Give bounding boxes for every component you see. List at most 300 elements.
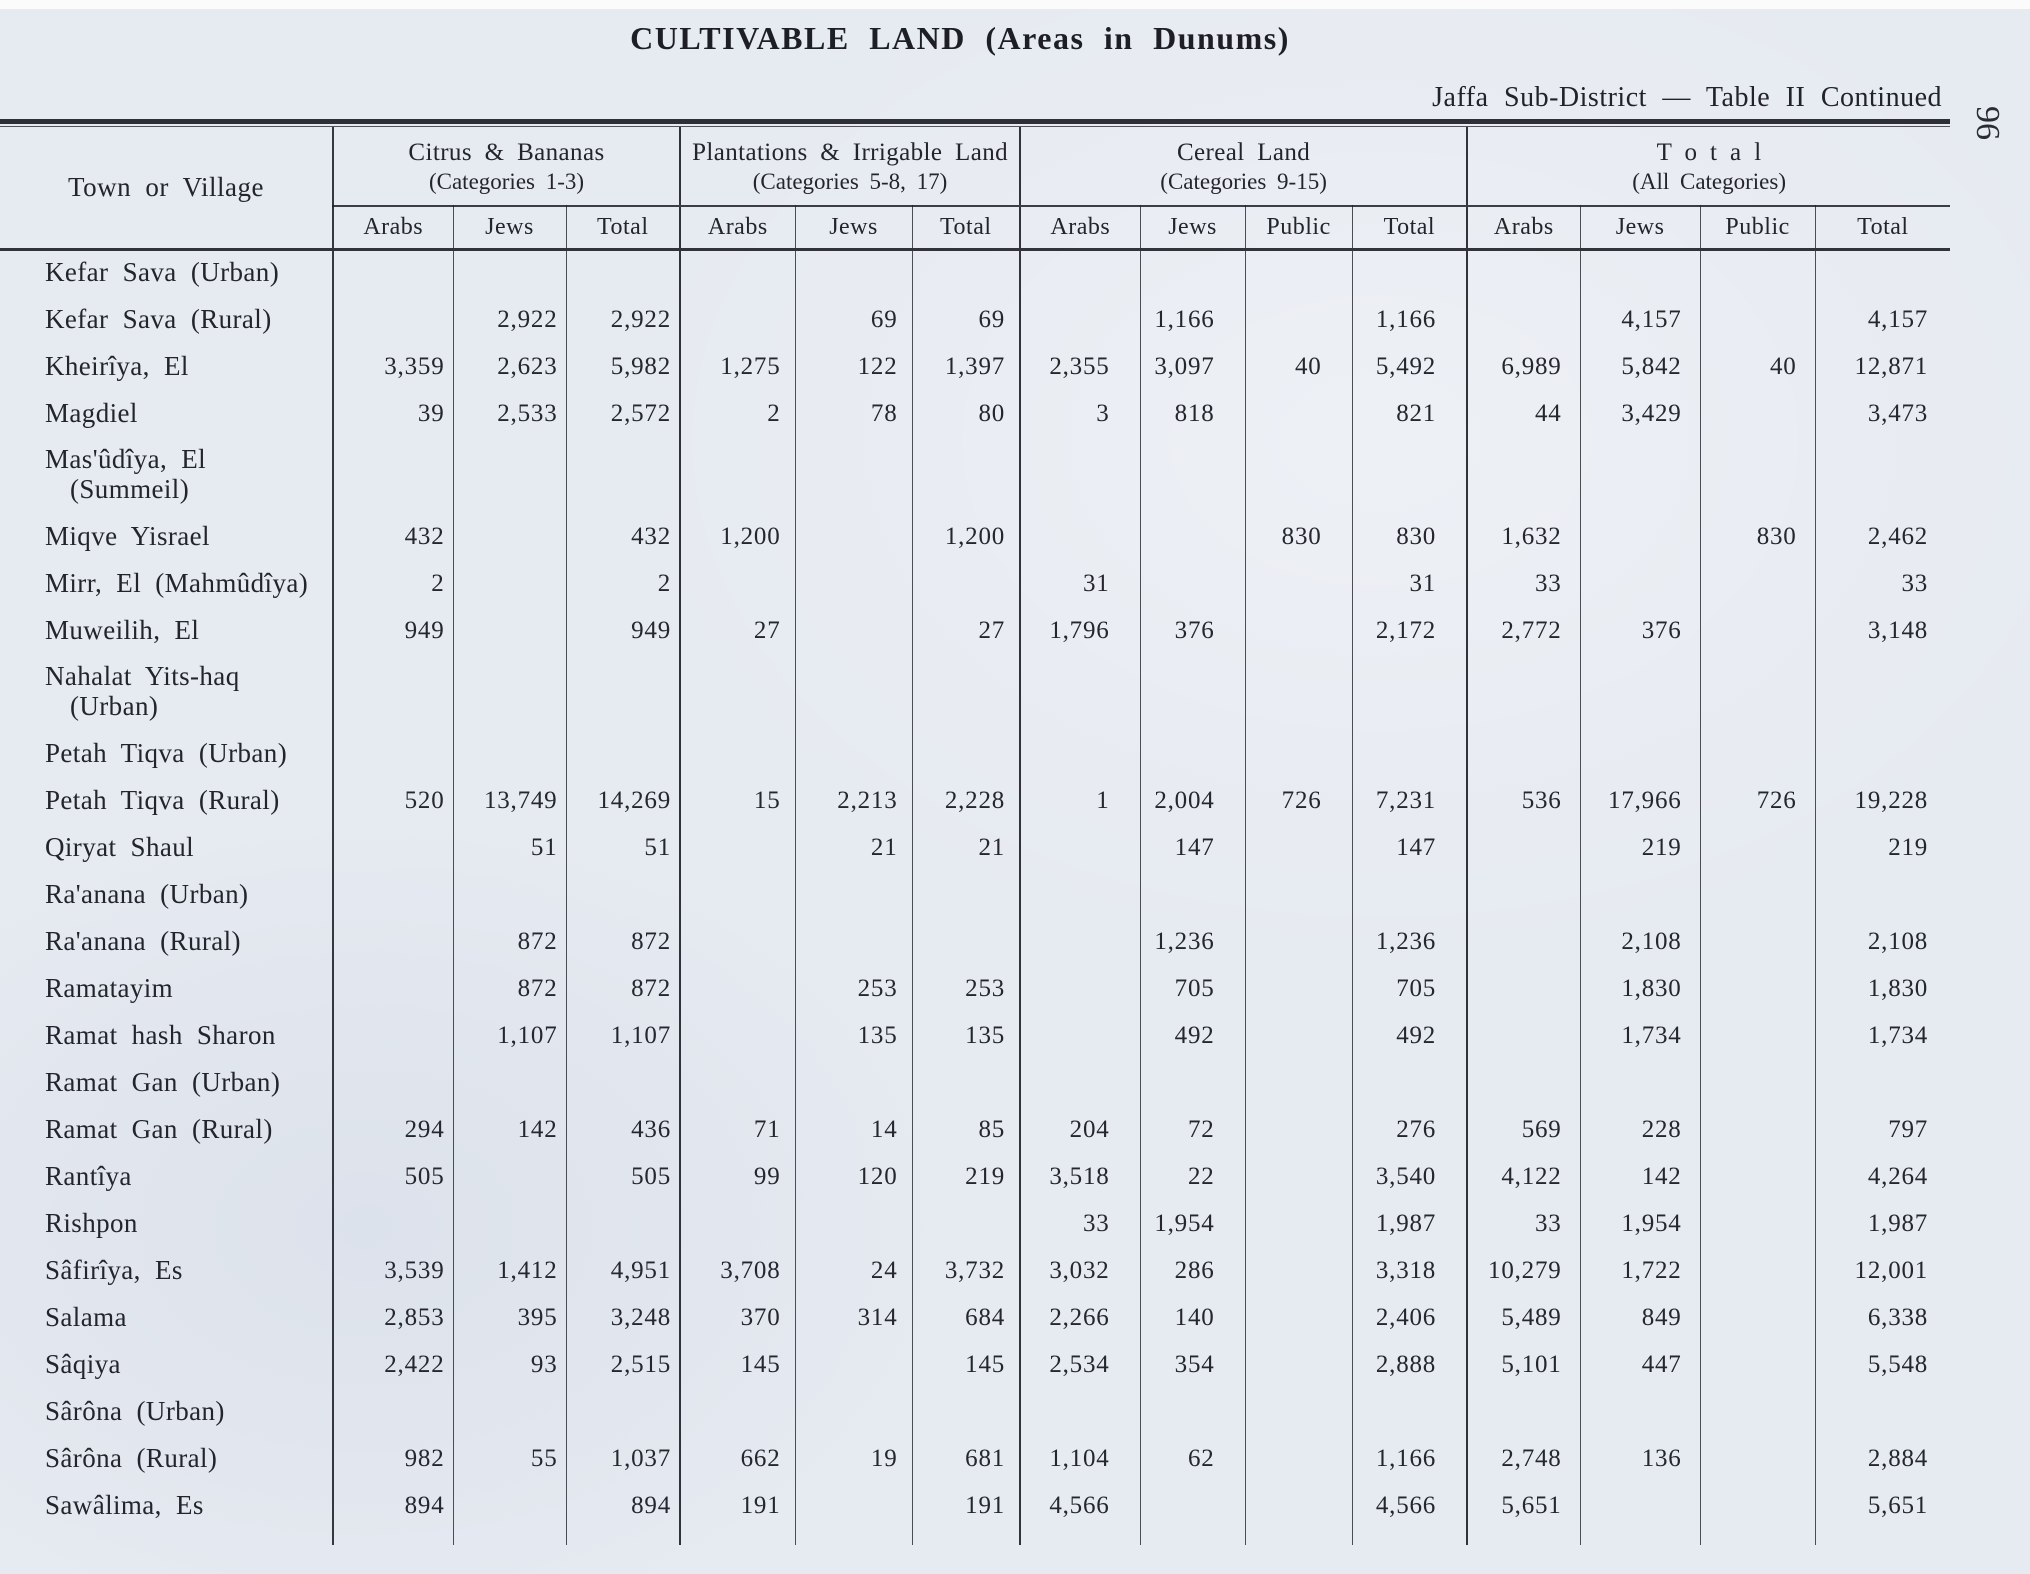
value-cell: 5,492 <box>1352 343 1467 390</box>
value-cell: 5,651 <box>1815 1482 1950 1529</box>
value-cell: 872 <box>453 965 566 1012</box>
value-cell <box>1245 871 1352 918</box>
cultivable-land-table <box>0 127 1950 1545</box>
value-cell: 14 <box>795 1106 912 1153</box>
value-cell <box>1467 1012 1580 1059</box>
value-cell: 140 <box>1140 1294 1245 1341</box>
col-header-1-total: Total <box>912 206 1020 249</box>
value-cell <box>795 730 912 777</box>
value-cell <box>1020 918 1140 965</box>
value-cell: 2,922 <box>453 296 566 343</box>
value-cell: 5,982 <box>566 343 680 390</box>
value-cell <box>1140 1482 1245 1529</box>
col-header-3-total: Total <box>1815 206 1950 249</box>
value-cell: 10,279 <box>1467 1247 1580 1294</box>
row-label: Sâfirîya, Es <box>45 1254 183 1285</box>
value-cell <box>1020 730 1140 777</box>
value-cell: 432 <box>566 513 680 560</box>
value-cell: 5,651 <box>1467 1482 1580 1529</box>
value-cell <box>1700 1153 1815 1200</box>
value-cell <box>1700 1247 1815 1294</box>
value-cell: 1,734 <box>1580 1012 1700 1059</box>
town-or-village-header: Town or Village <box>0 127 333 249</box>
value-cell <box>795 654 912 730</box>
value-cell <box>1580 871 1700 918</box>
col-header-2-jews: Jews <box>1140 206 1245 249</box>
value-cell <box>1580 654 1700 730</box>
col-header-3-jews: Jews <box>1580 206 1700 249</box>
value-cell <box>453 607 566 654</box>
value-cell: 1,796 <box>1020 607 1140 654</box>
table-subtitle: Jaffa Sub-District — Table II Continued <box>1432 82 1942 113</box>
value-cell <box>680 1200 795 1247</box>
value-cell <box>333 871 453 918</box>
value-cell <box>1020 824 1140 871</box>
table-row <box>0 777 1950 824</box>
value-cell: 536 <box>1467 777 1580 824</box>
value-cell <box>333 437 453 513</box>
value-cell: 830 <box>1245 513 1352 560</box>
value-cell <box>1580 560 1700 607</box>
value-cell <box>1467 730 1580 777</box>
value-cell: 818 <box>1140 390 1245 437</box>
value-cell <box>1140 513 1245 560</box>
value-cell <box>1467 1388 1580 1435</box>
value-cell <box>1245 1341 1352 1388</box>
value-cell: 436 <box>566 1106 680 1153</box>
value-cell <box>795 560 912 607</box>
value-cell <box>453 1153 566 1200</box>
value-cell: 1,166 <box>1140 296 1245 343</box>
value-cell <box>795 871 912 918</box>
value-cell: 12,871 <box>1815 343 1950 390</box>
value-cell: 2,108 <box>1815 918 1950 965</box>
row-label: Rishpon <box>45 1207 138 1238</box>
value-cell <box>1700 1388 1815 1435</box>
value-cell: 253 <box>795 965 912 1012</box>
row-label: Mirr, El (Mahmûdîya) <box>45 567 309 598</box>
value-cell <box>1245 918 1352 965</box>
value-cell: 1,830 <box>1815 965 1950 1012</box>
table-row <box>0 1388 1950 1435</box>
value-cell: 1,632 <box>1467 513 1580 560</box>
value-cell: 27 <box>912 607 1020 654</box>
value-cell <box>1020 654 1140 730</box>
row-label: Ramat Gan (Urban) <box>45 1066 281 1097</box>
value-cell <box>680 654 795 730</box>
group-header-3: T o t a l (All Categories) <box>1467 127 1950 206</box>
value-cell: 5,489 <box>1467 1294 1580 1341</box>
row-label: Sâqiya <box>45 1348 121 1379</box>
value-cell <box>680 965 795 1012</box>
row-label: Rantîya <box>45 1160 132 1191</box>
value-cell: 1,397 <box>912 343 1020 390</box>
value-cell <box>1352 249 1467 296</box>
value-cell <box>1580 437 1700 513</box>
value-cell: 3,708 <box>680 1247 795 1294</box>
value-cell <box>1140 654 1245 730</box>
value-cell: 51 <box>453 824 566 871</box>
value-cell <box>1020 249 1140 296</box>
table-row <box>0 513 1950 560</box>
col-header-3-arabs: Arabs <box>1467 206 1580 249</box>
value-cell <box>453 871 566 918</box>
value-cell <box>1020 513 1140 560</box>
value-cell: 44 <box>1467 390 1580 437</box>
value-cell <box>1700 824 1815 871</box>
value-cell <box>333 730 453 777</box>
value-cell: 662 <box>680 1435 795 1482</box>
value-cell: 19 <box>795 1435 912 1482</box>
value-cell <box>1140 437 1245 513</box>
value-cell: 120 <box>795 1153 912 1200</box>
value-cell: 3,097 <box>1140 343 1245 390</box>
value-cell: 872 <box>566 965 680 1012</box>
row-label: Ramat hash Sharon <box>45 1019 276 1050</box>
value-cell: 1,987 <box>1815 1200 1950 1247</box>
value-cell: 4,951 <box>566 1247 680 1294</box>
value-cell <box>1140 871 1245 918</box>
value-cell <box>680 918 795 965</box>
value-cell: 830 <box>1352 513 1467 560</box>
value-cell: 12,001 <box>1815 1247 1950 1294</box>
row-label: Qiryat Shaul <box>45 831 195 862</box>
value-cell: 1,954 <box>1140 1200 1245 1247</box>
value-cell: 147 <box>1140 824 1245 871</box>
value-cell <box>1140 560 1245 607</box>
value-cell <box>453 654 566 730</box>
value-cell: 33 <box>1020 1200 1140 1247</box>
value-cell <box>1815 1388 1950 1435</box>
table-row <box>0 1059 1950 1106</box>
value-cell: 894 <box>566 1482 680 1529</box>
table-row <box>0 1482 1950 1529</box>
value-cell: 569 <box>1467 1106 1580 1153</box>
value-cell: 2,922 <box>566 296 680 343</box>
value-cell <box>1580 1482 1700 1529</box>
value-cell <box>333 918 453 965</box>
table-row <box>0 1435 1950 1482</box>
value-cell <box>795 1482 912 1529</box>
value-cell <box>453 1059 566 1106</box>
value-cell <box>566 654 680 730</box>
value-cell <box>333 654 453 730</box>
value-cell <box>1020 871 1140 918</box>
row-label: Ra'anana (Rural) <box>45 925 241 956</box>
value-cell <box>333 1200 453 1247</box>
value-cell <box>795 249 912 296</box>
value-cell: 2,772 <box>1467 607 1580 654</box>
table-row <box>0 437 1950 513</box>
value-cell <box>1245 730 1352 777</box>
value-cell: 72 <box>1140 1106 1245 1153</box>
value-cell <box>1467 918 1580 965</box>
value-cell: 71 <box>680 1106 795 1153</box>
value-cell: 3,539 <box>333 1247 453 1294</box>
value-cell <box>1700 1012 1815 1059</box>
row-label: Sârôna (Rural) <box>45 1442 218 1473</box>
value-cell: 1,104 <box>1020 1435 1140 1482</box>
value-cell: 1,037 <box>566 1435 680 1482</box>
value-cell: 1,722 <box>1580 1247 1700 1294</box>
value-cell: 2 <box>680 390 795 437</box>
row-label: Mas'ûdîya, El (Summeil) <box>45 444 207 504</box>
value-cell <box>1467 249 1580 296</box>
value-cell <box>1352 730 1467 777</box>
value-cell: 3,518 <box>1020 1153 1140 1200</box>
value-cell: 505 <box>333 1153 453 1200</box>
col-header-0-jews: Jews <box>453 206 566 249</box>
value-cell <box>1467 654 1580 730</box>
value-cell: 19,228 <box>1815 777 1950 824</box>
value-cell: 2,266 <box>1020 1294 1140 1341</box>
value-cell <box>1245 296 1352 343</box>
value-cell <box>912 249 1020 296</box>
value-cell: 2,534 <box>1020 1341 1140 1388</box>
value-cell <box>1020 1059 1140 1106</box>
value-cell: 894 <box>333 1482 453 1529</box>
value-cell: 51 <box>566 824 680 871</box>
value-cell: 31 <box>1020 560 1140 607</box>
value-cell: 376 <box>1140 607 1245 654</box>
value-cell: 2,422 <box>333 1341 453 1388</box>
table-row <box>0 560 1950 607</box>
value-cell <box>1352 437 1467 513</box>
value-cell <box>333 824 453 871</box>
table-row <box>0 965 1950 1012</box>
row-label: Sawâlima, Es <box>45 1489 204 1520</box>
value-cell: 204 <box>1020 1106 1140 1153</box>
value-cell <box>453 513 566 560</box>
value-cell: 1,200 <box>680 513 795 560</box>
scan-edge <box>0 0 2030 9</box>
value-cell <box>1580 513 1700 560</box>
value-cell: 370 <box>680 1294 795 1341</box>
value-cell <box>1700 1482 1815 1529</box>
value-cell: 2,355 <box>1020 343 1140 390</box>
table-row <box>0 1106 1950 1153</box>
value-cell: 40 <box>1700 343 1815 390</box>
value-cell <box>1020 1388 1140 1435</box>
value-cell <box>453 437 566 513</box>
table-row <box>0 654 1950 730</box>
value-cell: 33 <box>1467 1200 1580 1247</box>
value-cell: 219 <box>1580 824 1700 871</box>
value-cell: 5,842 <box>1580 343 1700 390</box>
value-cell: 2,172 <box>1352 607 1467 654</box>
value-cell: 3,148 <box>1815 607 1950 654</box>
value-cell <box>1245 560 1352 607</box>
value-cell <box>566 437 680 513</box>
value-cell: 830 <box>1700 513 1815 560</box>
value-cell: 872 <box>566 918 680 965</box>
value-cell: 85 <box>912 1106 1020 1153</box>
value-cell <box>680 871 795 918</box>
value-cell <box>333 965 453 1012</box>
value-cell <box>680 560 795 607</box>
value-cell <box>1815 437 1950 513</box>
value-cell: 136 <box>1580 1435 1700 1482</box>
value-cell: 705 <box>1352 965 1467 1012</box>
value-cell <box>1700 1341 1815 1388</box>
value-cell <box>795 1200 912 1247</box>
value-cell <box>1700 730 1815 777</box>
value-cell: 147 <box>1352 824 1467 871</box>
col-header-2-public: Public <box>1245 206 1352 249</box>
value-cell <box>566 1059 680 1106</box>
table-row <box>0 343 1950 390</box>
value-cell: 27 <box>680 607 795 654</box>
value-cell: 55 <box>453 1435 566 1482</box>
value-cell: 33 <box>1467 560 1580 607</box>
value-cell: 21 <box>795 824 912 871</box>
value-cell <box>566 1388 680 1435</box>
value-cell: 726 <box>1700 777 1815 824</box>
value-cell: 5,101 <box>1467 1341 1580 1388</box>
value-cell: 3,032 <box>1020 1247 1140 1294</box>
value-cell: 1,107 <box>566 1012 680 1059</box>
value-cell: 982 <box>333 1435 453 1482</box>
value-cell <box>1815 871 1950 918</box>
value-cell: 3,248 <box>566 1294 680 1341</box>
value-cell: 2,108 <box>1580 918 1700 965</box>
value-cell: 2,406 <box>1352 1294 1467 1341</box>
table-row-filler <box>0 1529 1950 1545</box>
row-label: Muweilih, El <box>45 614 200 645</box>
row-label: Kefar Sava (Rural) <box>45 303 272 334</box>
value-cell <box>680 1059 795 1106</box>
value-cell <box>333 296 453 343</box>
value-cell: 4,566 <box>1020 1482 1140 1529</box>
value-cell: 520 <box>333 777 453 824</box>
col-header-3-public: Public <box>1700 206 1815 249</box>
value-cell: 62 <box>1140 1435 1245 1482</box>
row-label: Kheirîya, El <box>45 350 189 381</box>
value-cell: 69 <box>912 296 1020 343</box>
row-label: Petah Tiqva (Urban) <box>45 737 288 768</box>
value-cell <box>795 437 912 513</box>
value-cell: 432 <box>333 513 453 560</box>
group-header-2: Cereal Land (Categories 9-15) <box>1020 127 1467 206</box>
value-cell <box>1700 918 1815 965</box>
value-cell: 2,533 <box>453 390 566 437</box>
value-cell <box>1700 560 1815 607</box>
value-cell <box>1245 1435 1352 1482</box>
value-cell <box>1352 1388 1467 1435</box>
value-cell: 314 <box>795 1294 912 1341</box>
value-cell <box>795 1341 912 1388</box>
row-label: Ramat Gan (Rural) <box>45 1113 273 1144</box>
value-cell: 4,566 <box>1352 1482 1467 1529</box>
value-cell: 3,318 <box>1352 1247 1467 1294</box>
value-cell <box>1580 249 1700 296</box>
col-header-1-arabs: Arabs <box>680 206 795 249</box>
value-cell <box>1700 654 1815 730</box>
value-cell <box>1245 965 1352 1012</box>
value-cell <box>1700 871 1815 918</box>
value-cell: 2,228 <box>912 777 1020 824</box>
value-cell: 253 <box>912 965 1020 1012</box>
value-cell <box>912 654 1020 730</box>
value-cell: 145 <box>680 1341 795 1388</box>
value-cell: 1,830 <box>1580 965 1700 1012</box>
value-cell <box>1140 1388 1245 1435</box>
value-cell: 1,236 <box>1352 918 1467 965</box>
table-row <box>0 918 1950 965</box>
value-cell <box>566 730 680 777</box>
value-cell: 6,338 <box>1815 1294 1950 1341</box>
value-cell: 3,540 <box>1352 1153 1467 1200</box>
value-cell <box>1700 390 1815 437</box>
value-cell: 24 <box>795 1247 912 1294</box>
value-cell: 15 <box>680 777 795 824</box>
value-cell <box>1140 1059 1245 1106</box>
value-cell: 4,157 <box>1815 296 1950 343</box>
value-cell <box>1245 654 1352 730</box>
value-cell <box>1467 296 1580 343</box>
value-cell: 2,462 <box>1815 513 1950 560</box>
value-cell: 17,966 <box>1580 777 1700 824</box>
value-cell <box>1245 249 1352 296</box>
value-cell: 14,269 <box>566 777 680 824</box>
row-label: Ramatayim <box>45 972 174 1003</box>
value-cell <box>1700 1059 1815 1106</box>
value-cell: 13,749 <box>453 777 566 824</box>
value-cell: 135 <box>795 1012 912 1059</box>
value-cell: 2,004 <box>1140 777 1245 824</box>
value-cell <box>1467 1059 1580 1106</box>
value-cell <box>1467 824 1580 871</box>
table-row <box>0 1012 1950 1059</box>
value-cell <box>1140 730 1245 777</box>
value-cell: 191 <box>680 1482 795 1529</box>
table-row <box>0 1294 1950 1341</box>
table-row <box>0 730 1950 777</box>
value-cell: 191 <box>912 1482 1020 1529</box>
value-cell <box>453 1482 566 1529</box>
value-cell <box>1245 437 1352 513</box>
value-cell <box>680 249 795 296</box>
value-cell <box>1700 1294 1815 1341</box>
value-cell: 447 <box>1580 1341 1700 1388</box>
row-label: Petah Tiqva (Rural) <box>45 784 280 815</box>
value-cell <box>1020 296 1140 343</box>
value-cell: 492 <box>1140 1012 1245 1059</box>
row-label: Sârôna (Urban) <box>45 1395 225 1426</box>
value-cell: 142 <box>453 1106 566 1153</box>
row-label: Miqve Yisrael <box>45 520 210 551</box>
value-cell <box>1245 1059 1352 1106</box>
page-title: CULTIVABLE LAND (Areas in Dunums) <box>630 20 1290 56</box>
value-cell: 849 <box>1580 1294 1700 1341</box>
value-cell: 505 <box>566 1153 680 1200</box>
value-cell: 228 <box>1580 1106 1700 1153</box>
value-cell <box>680 437 795 513</box>
value-cell <box>680 296 795 343</box>
value-cell: 4,264 <box>1815 1153 1950 1200</box>
value-cell: 821 <box>1352 390 1467 437</box>
value-cell <box>912 437 1020 513</box>
value-cell <box>1245 1106 1352 1153</box>
value-cell: 705 <box>1140 965 1245 1012</box>
group-header-0: Citrus & Bananas (Categories 1-3) <box>333 127 680 206</box>
value-cell: 3,429 <box>1580 390 1700 437</box>
value-cell <box>566 871 680 918</box>
value-cell: 1,412 <box>453 1247 566 1294</box>
value-cell <box>1580 1059 1700 1106</box>
table-row <box>0 1200 1950 1247</box>
value-cell <box>1700 607 1815 654</box>
